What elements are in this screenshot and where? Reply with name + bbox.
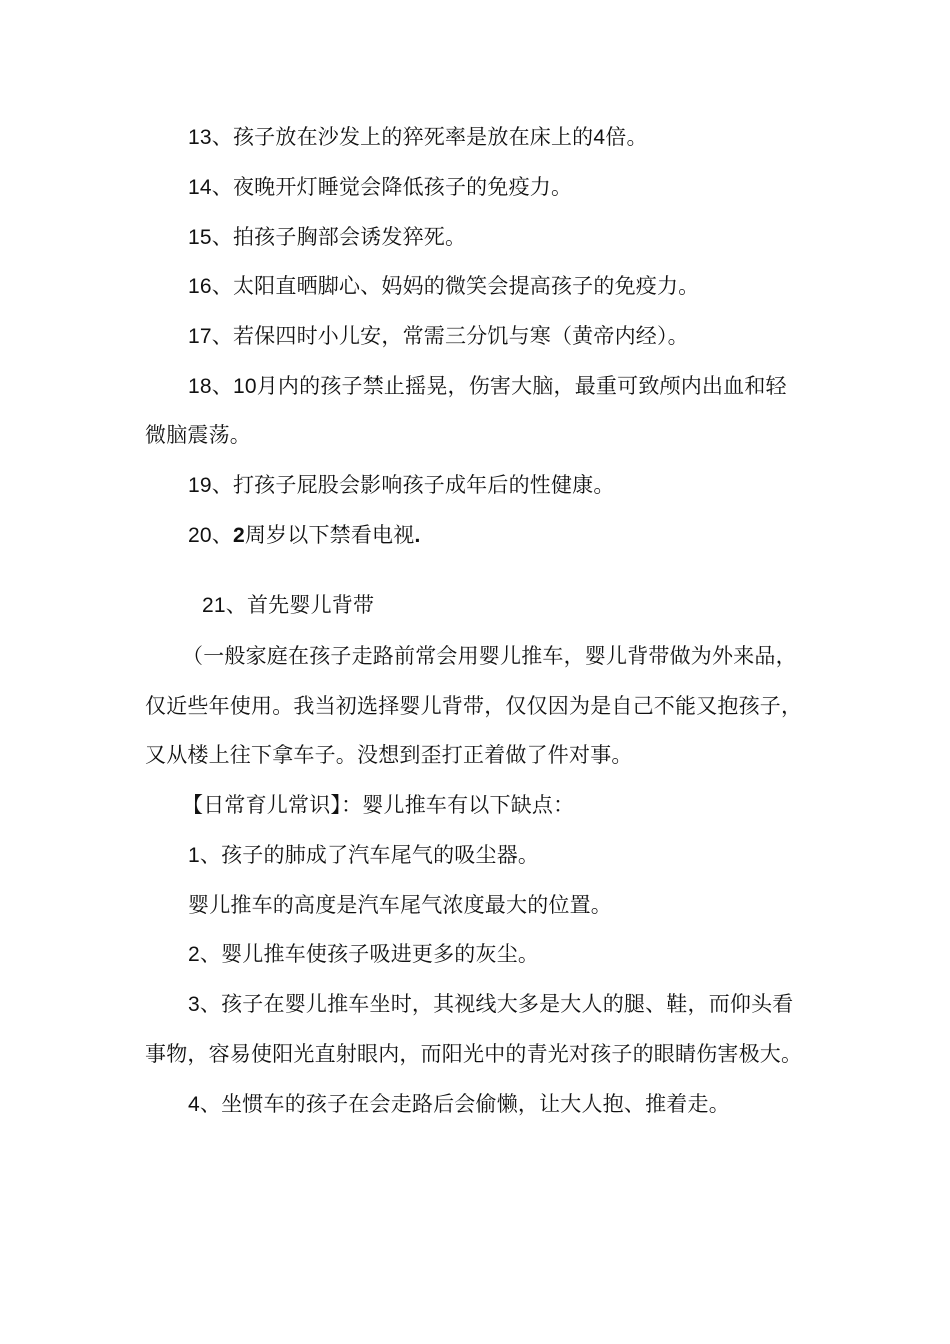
list-item-20: 20、2周岁以下禁看电视. <box>188 523 421 547</box>
list-item-19: 19、打孩子屁股会影响孩子成年后的性健康。 <box>188 473 615 497</box>
list-item-4: 4、坐惯车的孩子在会走路后会偷懒，让大人抱、推着走。 <box>188 1092 730 1116</box>
paragraph-line: 婴儿推车的高度是汽车尾气浓度最大的位置。 <box>188 893 612 917</box>
list-item-14: 14、夜晚开灯睡觉会降低孩子的免疫力。 <box>188 175 573 199</box>
list-item-15: 15、拍孩子胸部会诱发猝死。 <box>188 225 467 249</box>
list-item-16: 16、太阳直晒脚心、妈妈的微笑会提高孩子的免疫力。 <box>188 274 700 298</box>
list-item-17: 17、若保四时小儿安，常需三分饥与寒（黄帝内经）。 <box>188 324 689 348</box>
list-item-3-continued: 事物，容易使阳光直射眼内，而阳光中的青光对孩子的眼睛伤害极大。 <box>145 1042 803 1066</box>
section-heading-21: 21、首先婴儿背带 <box>202 593 375 617</box>
list-item-18-continued: 微脑震荡。 <box>145 423 251 447</box>
list-item-1: 1、孩子的肺成了汽车尾气的吸尘器。 <box>188 843 540 867</box>
subheading-common-knowledge: 【日常育儿常识】：婴儿推车有以下缺点： <box>182 793 575 817</box>
list-item-13: 13、孩子放在沙发上的猝死率是放在床上的4倍。 <box>188 125 648 149</box>
list-item-18: 18、10月内的孩子禁止摇晃，伤害大脑，最重可致颅内出血和轻 <box>188 374 787 398</box>
list-item-3: 3、孩子在婴儿推车坐时，其视线大多是大人的腿、鞋，而仰头看 <box>188 992 794 1016</box>
list-item-2: 2、婴儿推车使孩子吸进更多的灰尘。 <box>188 942 540 966</box>
paragraph-line: 又从楼上往下拿车子。没想到歪打正着做了件对事。 <box>145 743 633 767</box>
paragraph-line: （一般家庭在孩子走路前常会用婴儿推车，婴儿背带做为外来品， <box>182 644 797 668</box>
paragraph-line: 仅近些年使用。我当初选择婴儿背带，仅仅因为是自己不能又抱孩子， <box>145 694 803 718</box>
